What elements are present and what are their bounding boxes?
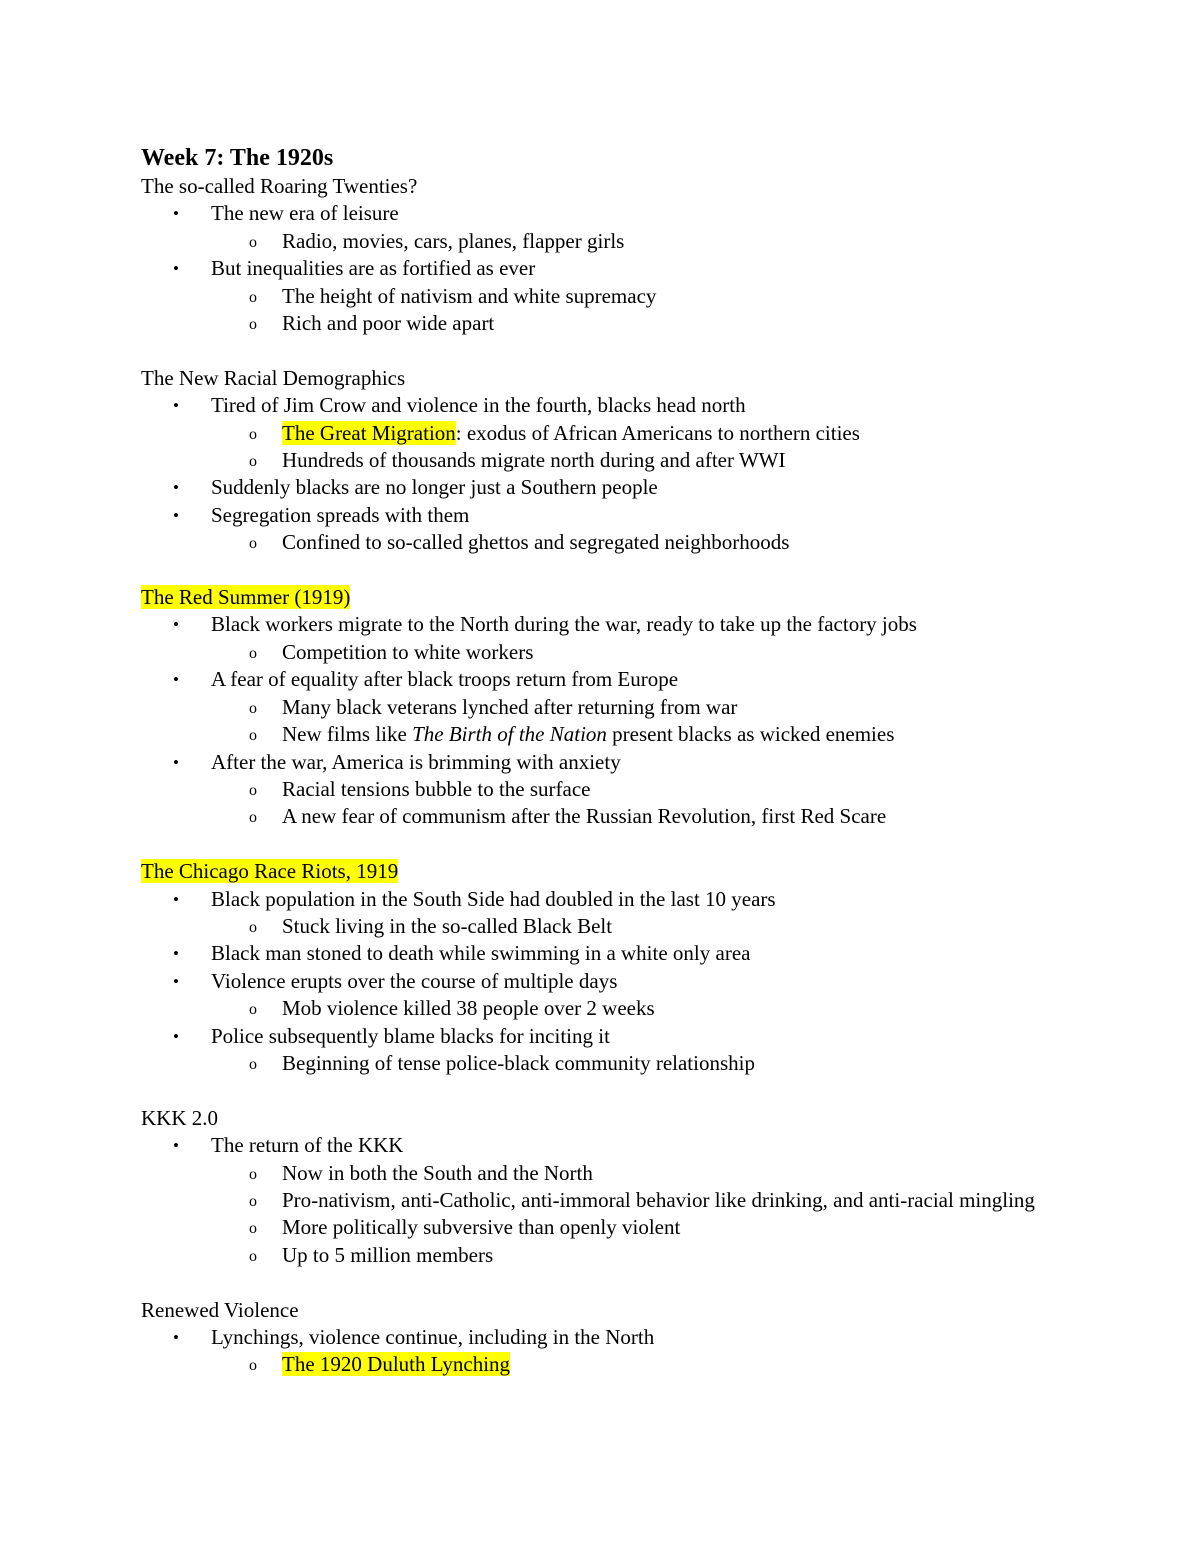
hollow-o-bullet-icon: o [249, 918, 257, 936]
hollow-o-bullet-icon: o [249, 288, 257, 306]
list-subitem: o Stuck living in the so-called Black Belt [141, 913, 1141, 940]
hollow-o-bullet-icon: o [249, 727, 257, 745]
film-title: The Birth of the Nation [412, 722, 607, 747]
section-heading-renewed-violence: Renewed Violence [141, 1297, 299, 1322]
solid-bullet-icon: • [173, 505, 179, 525]
section-heading-racial-demographics: The New Racial Demographics [141, 365, 406, 390]
list-subitem: o Mob violence killed 38 people over 2 weeks [141, 995, 1141, 1022]
hollow-o-bullet-icon: o [249, 1055, 257, 1073]
hollow-o-bullet-icon: o [249, 535, 257, 553]
list-subitem: o Now in both the South and the North [141, 1160, 1141, 1187]
list-subitem: o The height of nativism and white supremacy [141, 283, 1141, 310]
list-subitem: o Confined to so-called ghettos and segregated neighborhoods [141, 529, 1141, 556]
list-subitem: o Racial tensions bubble to the surface [141, 776, 1141, 803]
solid-bullet-icon: • [173, 204, 179, 224]
document-page [141, 143, 1141, 1379]
solid-bullet-icon: • [173, 971, 179, 991]
hollow-o-bullet-icon: o [249, 781, 257, 799]
hollow-o-bullet-icon: o [249, 1247, 257, 1265]
solid-bullet-icon: • [173, 259, 179, 279]
list-item: • Police subsequently blame blacks for inciting it [141, 1023, 1141, 1050]
list-subitem: o Radio, movies, cars, planes, flapper girls [141, 228, 1141, 255]
list-subitem: o Rich and poor wide apart [141, 310, 1141, 337]
list-item: • Black workers migrate to the North during the war, ready to take up the factory jobs [141, 611, 1141, 638]
hollow-o-bullet-icon: o [249, 316, 257, 334]
hollow-o-bullet-icon: o [249, 1192, 257, 1210]
list-subitem: o Competition to white workers [141, 639, 1141, 666]
list-subitem: o More politically subversive than openly violent [141, 1214, 1141, 1241]
solid-bullet-icon: • [173, 1327, 179, 1347]
section-heading-kkk: KKK 2.0 [141, 1105, 218, 1130]
list-item: • Black population in the South Side had doubled in the last 10 years [141, 886, 1141, 913]
list-item: • Black man stoned to death while swimming in a white only area [141, 940, 1141, 967]
list-subitem: o Pro-nativism, anti-Catholic, anti-immoral behavior like drinking, and anti-racial mingling [141, 1187, 1102, 1214]
solid-bullet-icon: • [173, 1026, 179, 1046]
highlighted-heading: The Chicago Race Riots, 1919 [141, 859, 399, 884]
list-item: • Segregation spreads with them [141, 502, 1141, 529]
hollow-o-bullet-icon: o [249, 644, 257, 662]
hollow-o-bullet-icon: o [249, 699, 257, 717]
hollow-o-bullet-icon: o [249, 453, 257, 471]
hollow-o-bullet-icon: o [249, 1220, 257, 1238]
solid-bullet-icon: • [173, 615, 179, 635]
list-subitem [141, 1351, 1141, 1378]
solid-bullet-icon: • [173, 889, 179, 909]
highlighted-term: The 1920 Duluth Lynching [282, 1352, 511, 1377]
solid-bullet-icon: • [173, 396, 179, 416]
list-subitem: o New films like The Birth of the Nation present blacks as wicked enemies [141, 721, 1141, 748]
hollow-o-bullet-icon: o [249, 233, 257, 251]
list-item: • Lynchings, violence continue, including in the North [141, 1324, 1141, 1351]
list-subitem: o Many black veterans lynched after returning from war [141, 694, 1141, 721]
highlighted-term: The Great Migration [282, 420, 456, 445]
list-item: • After the war, America is brimming with anxiety [141, 749, 1141, 776]
blank-line [141, 337, 1141, 364]
list-subitem: o Beginning of tense police-black community relationship [141, 1050, 1141, 1077]
section-heading-chicago-riots [141, 858, 1141, 885]
list-item: • The new era of leisure [141, 200, 1141, 227]
list-item: • Tired of Jim Crow and violence in the fourth, blacks head north [141, 392, 1141, 419]
list-item: • But inequalities are as fortified as ever [141, 255, 1141, 282]
blank-line [141, 557, 1141, 584]
blank-line [141, 1077, 1141, 1104]
document-title: Week 7: The 1920s [141, 145, 334, 171]
solid-bullet-icon: • [173, 944, 179, 964]
list-item: • A fear of equality after black troops return from Europe [141, 666, 1141, 693]
section-heading-roaring-twenties: The so-called Roaring Twenties? [141, 174, 418, 198]
hollow-o-bullet-icon: o [249, 1001, 257, 1019]
list-subitem: o The Great Migration: exodus of African Americans to northern cities [141, 420, 1141, 447]
solid-bullet-icon: • [173, 752, 179, 772]
hollow-o-bullet-icon: o [249, 1357, 257, 1375]
list-item: • Suddenly blacks are no longer just a Southern people [141, 474, 1141, 501]
highlighted-heading: The Red Summer (1919) [141, 585, 351, 610]
hollow-o-bullet-icon: o [249, 809, 257, 827]
solid-bullet-icon: • [173, 1136, 179, 1156]
solid-bullet-icon: • [173, 670, 179, 690]
list-item: • Violence erupts over the course of multiple days [141, 968, 1141, 995]
hollow-o-bullet-icon: o [249, 1165, 257, 1183]
blank-line [141, 831, 1141, 858]
list-subitem: o A new fear of communism after the Russian Revolution, first Red Scare [141, 803, 1141, 830]
section-heading-red-summer [141, 584, 1141, 611]
solid-bullet-icon: • [173, 478, 179, 498]
hollow-o-bullet-icon: o [249, 425, 257, 443]
blank-line [141, 1269, 1141, 1296]
list-subitem: o Hundreds of thousands migrate north during and after WWI [141, 447, 1141, 474]
list-item: • The return of the KKK [141, 1132, 1141, 1159]
list-subitem: o Up to 5 million members [141, 1242, 1141, 1269]
